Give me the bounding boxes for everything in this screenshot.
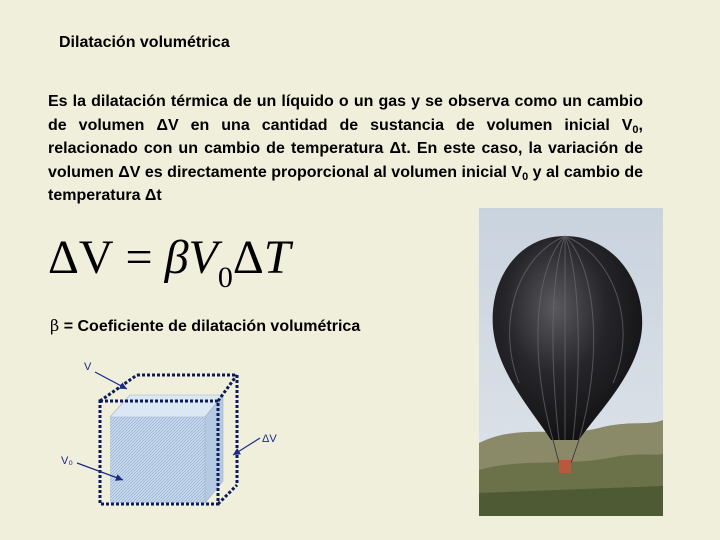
arrow-v	[95, 372, 127, 389]
page-title: Dilatación volumétrica	[59, 34, 230, 51]
paragraph-part-1: Es la dilatación térmica de un líquido o un gas y se observa como un cambio de volumen ΔV en una cantidad de sustancia de volumen inicial V	[48, 93, 643, 134]
hot-air-balloon-photo	[479, 208, 663, 516]
formula-beta: β	[164, 231, 189, 284]
formula-subscript: 0	[217, 261, 233, 294]
formula-v: V	[188, 231, 218, 284]
volumetric-expansion-formula	[48, 230, 291, 294]
label-v: V	[84, 361, 92, 373]
description-paragraph	[48, 90, 643, 208]
paragraph-part-3: y al cambio de temperatura Δt	[48, 163, 643, 204]
label-v0: V₀	[61, 455, 73, 467]
beta-symbol: β	[50, 316, 60, 335]
formula-delta: Δ	[232, 231, 264, 284]
beta-definition	[50, 316, 360, 336]
paragraph-part-2: , relacionado con un cambio de temperatura Δt. En este caso, la variación de volumen ΔV es directamente proporcional al volumen inicial V	[48, 116, 643, 181]
paragraph-sub-1: 0	[632, 123, 639, 136]
label-dv: ΔV	[262, 433, 277, 445]
paragraph-sub-2: 0	[522, 170, 529, 183]
formula-lhs: ΔV	[48, 231, 114, 284]
formula-t: T	[263, 231, 291, 284]
volume-expansion-diagram	[55, 355, 285, 515]
formula-equals: =	[125, 231, 153, 284]
inner-cube	[110, 395, 223, 503]
beta-definition-text: = Coeficiente de dilatación volumétrica	[59, 318, 361, 335]
